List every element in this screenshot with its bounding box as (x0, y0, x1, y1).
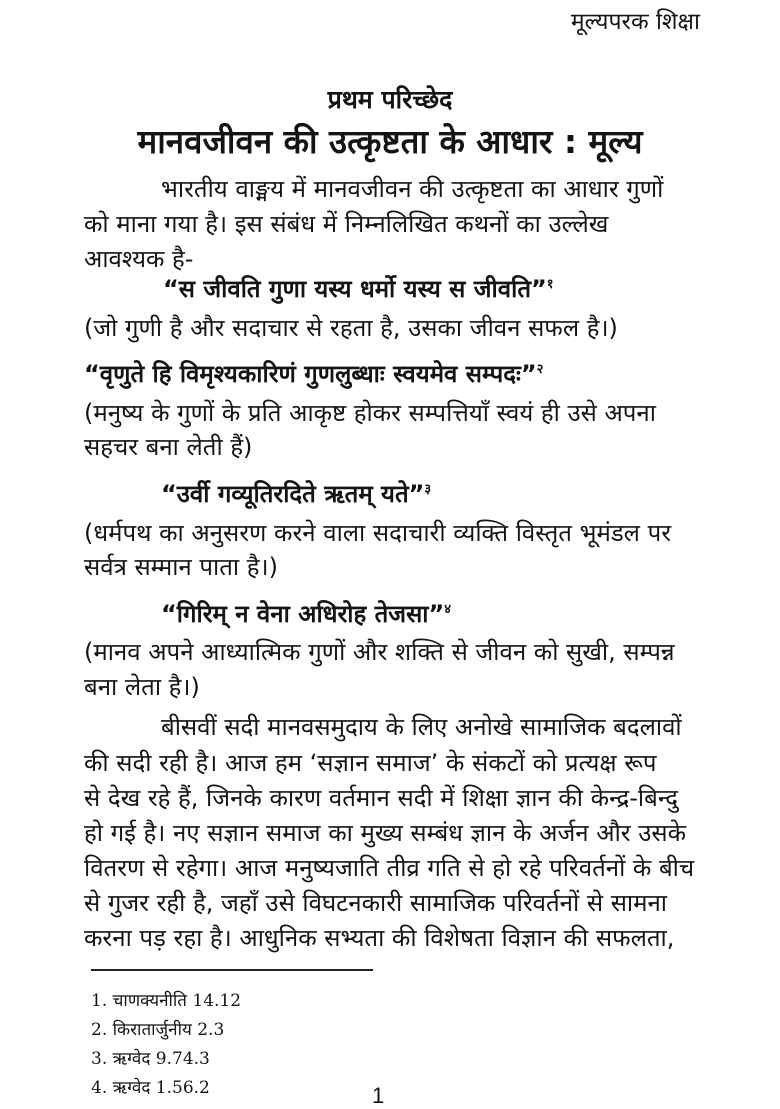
paragraph-line: वितरण से रहेगा। आज मनुष्यजाति तीव्र गति से हो रहे परिवर्तनों के बीच (84, 854, 695, 882)
paragraph-line: बीसवीं सदी मानवसमुदाय के लिए अनोखे सामाजिक बदलावों (161, 713, 682, 741)
running-header: मूल्यपरक शिक्षा (570, 9, 700, 35)
footnote: 2. किरातार्जुनीय 2.3 (91, 1020, 225, 1040)
intro-line: को माना गया है। इस संबंध में निम्नलिखित कथनों का उल्लेख (84, 210, 609, 238)
quote-meaning: बना लेता है।) (84, 673, 200, 701)
paragraph-line: से गुजर रही है, जहाँ उसे विघटनकारी सामाजिक परिवर्तनों से सामना (84, 889, 668, 917)
footnote: 4. ऋग्वेद 1.56.2 (91, 1078, 210, 1098)
quote-3 (161, 477, 431, 510)
footnote-ref: ३ (424, 482, 432, 497)
footnote: 1. चाणक्यनीति 14.12 (91, 991, 242, 1011)
paragraph-line: हो गई है। नए सज्ञान समाज का मुख्य सम्बंध ज्ञान के अर्जन और उसके (84, 819, 687, 847)
quote-text: “स जीवति गुणा यस्य धर्मो यस्य स जीवति” (163, 275, 547, 303)
quote-1 (163, 272, 554, 305)
intro-line: भारतीय वाङ्मय में मानवजीवन की उत्कृष्टता का आधार गुणों (161, 175, 664, 203)
chapter-title: मानवजीवन की उत्कृष्टता के आधार : मूल्य (137, 122, 643, 161)
quote-text: “गिरिम् न वेना अधिरोह तेजसा” (161, 600, 445, 628)
quote-meaning: (मानव अपने आध्यात्मिक गुणों और शक्ति से जीवन को सुखी, सम्पन्न (84, 638, 675, 666)
footnote-ref: ४ (444, 602, 452, 617)
quote-meaning: (धर्मपथ का अनुसरण करने वाला सदाचारी व्यक्ति विस्तृत भूमंडल पर (84, 519, 672, 547)
intro-line: आवश्यक है- (84, 245, 194, 273)
quote-meaning: (जो गुणी है और सदाचार से रहता है, उसका जीवन सफल है।) (84, 314, 618, 342)
paragraph-line: की सदी रही है। आज हम ‘सज्ञान समाज’ के संकटों को प्रत्यक्ष रूप (84, 749, 657, 777)
quote-2 (84, 357, 543, 390)
chapter-label: प्रथम परिच्छेद (327, 85, 453, 114)
quote-meaning: (मनुष्य के गुणों के प्रति आकृष्ट होकर सम्पत्तियाँ स्वयं ही उसे अपना (84, 399, 656, 427)
quote-meaning: सर्वत्र सम्मान पाता है।) (84, 553, 278, 581)
footnote-divider (91, 969, 373, 971)
footnote: 3. ऋग्वेद 9.74.3 (91, 1049, 210, 1069)
footnote-ref: १ (546, 277, 554, 292)
footnote-ref: २ (536, 362, 544, 377)
quote-4 (161, 597, 451, 630)
paragraph-line: करना पड़ रहा है। आधुनिक सभ्यता की विशेषता विज्ञान की सफलता, (84, 924, 675, 952)
quote-text: “उर्वी गव्यूतिरदिते ऋतम् यते” (161, 480, 425, 508)
quote-meaning: सहचर बना लेती हैं) (84, 433, 253, 461)
quote-text: “वृणुते हि विमृश्यकारिणं गुणलुब्धाः स्वयमेव सम्पदः” (84, 360, 537, 388)
page-number: 1 (372, 1083, 385, 1108)
paragraph-line: से देख रहे हैं, जिनके कारण वर्तमान सदी में शिक्षा ज्ञान की केन्द्र-बिन्दु (84, 784, 678, 812)
